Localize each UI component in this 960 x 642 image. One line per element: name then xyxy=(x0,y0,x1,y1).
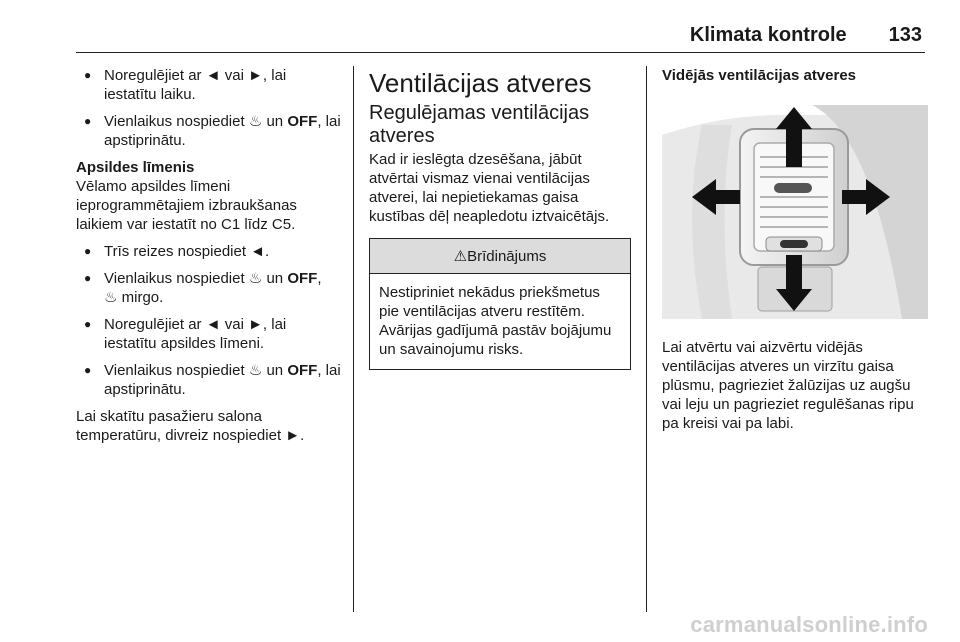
column-3 xyxy=(662,66,928,441)
list-item: ● Vienlaikus nospiediet ♨ un OFF, lai apstiprinātu. xyxy=(76,361,342,399)
section-heading: Ventilācijas atveres xyxy=(369,68,592,98)
list-item: ● Vienlaikus nospiediet ♨ un OFF, ♨ mirgo. xyxy=(76,269,342,307)
intro-paragraph: Vēlamo apsildes līmeni ieprogrammētajiem izbraukšanas laikiem var iestatīt no C1 līdz C5. xyxy=(76,178,297,233)
section-subheading: Apsildes līmenis xyxy=(76,159,195,176)
body-paragraph: Lai atvērtu vai aizvērtu vidējās ventilācijas atveres un virzītu gaisa plūsmu, pagrieziet žalūzijas uz augšu vai leju un pagrieziet regulēšanas ripu pa kreisi vai pa labi. xyxy=(662,339,914,432)
column-1 xyxy=(76,66,342,453)
vent-illustration xyxy=(662,105,928,319)
header-rule xyxy=(76,52,925,53)
warning-header xyxy=(370,239,630,274)
column-divider-1 xyxy=(353,66,354,612)
warning-text: Nestipriniet nekādus priekšmetus pie ventilācijas atveru restītēm. Avārijas gadījumā pastāv bojājumu un savainojumu risks. xyxy=(379,284,612,358)
list-item: ● Vienlaikus nospiediet ♨ un OFF, lai apstiprinātu. xyxy=(76,112,342,150)
warning-box xyxy=(369,238,631,370)
list-item: ● Noregulējiet ar ◄ vai ►, lai iestatītu apsildes līmeni. xyxy=(76,315,342,353)
column-2 xyxy=(369,66,631,370)
louver-tab xyxy=(774,183,812,193)
thumbwheel xyxy=(780,240,808,248)
heater-icon: ♨ xyxy=(248,112,263,130)
list-item: ● Trīs reizes nospiediet ◄. xyxy=(76,242,342,261)
page-header xyxy=(0,24,922,47)
body-paragraph: Kad ir ieslēgta dzesēšana, jābūt atvērtai vismaz vienai ventilācijas atverei, lai nepietiekamas gaisa kustības dēļ neapledotu iztvaicētājs. xyxy=(369,151,610,225)
heater-icon: ♨ xyxy=(248,269,263,287)
subsection-heading: Vidējās ventilācijas atveres xyxy=(662,67,857,84)
outro-paragraph: Lai skatītu pasažieru salona temperatūru, divreiz nospiediet ►. xyxy=(76,408,305,444)
chapter-title: Klimata kontrole xyxy=(689,24,847,46)
warning-title: Brīdinājums xyxy=(467,248,547,265)
column-divider-2 xyxy=(646,66,647,612)
page-number: 133 xyxy=(888,24,922,46)
warning-icon: ⚠ xyxy=(453,247,468,265)
list-item: ● Noregulējiet ar ◄ vai ►, lai iestatītu laiku. xyxy=(76,66,342,104)
watermark: carmanualsonline.info xyxy=(690,612,928,637)
subsection-heading: Regulējamas ventilācijas atveres xyxy=(369,102,590,147)
heater-icon: ♨ xyxy=(248,361,263,379)
heater-icon: ♨ xyxy=(104,288,118,306)
